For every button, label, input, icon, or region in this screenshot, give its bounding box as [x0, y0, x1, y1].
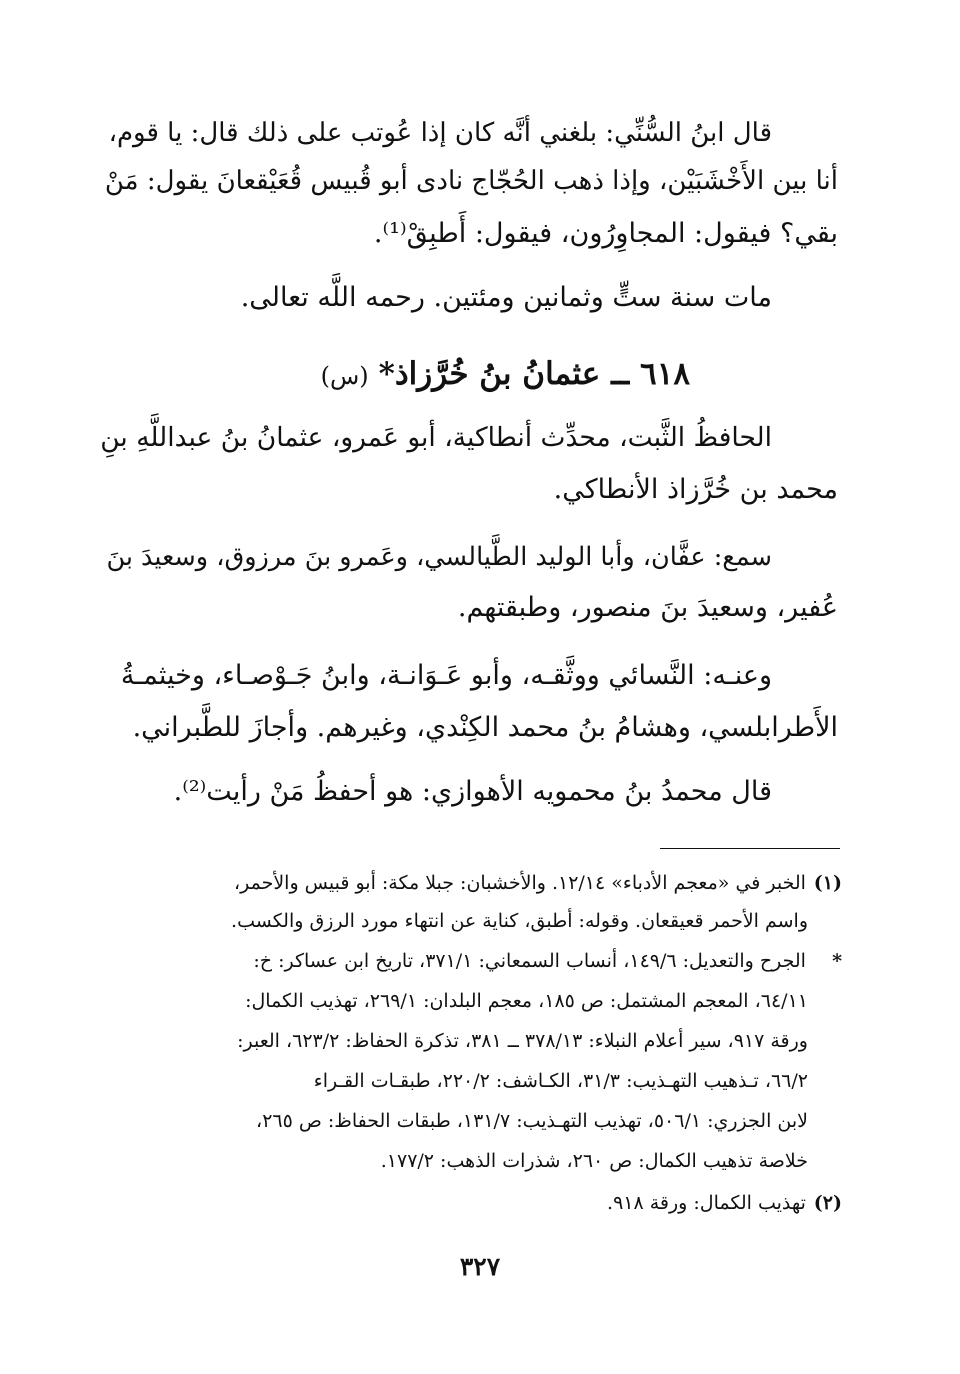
footnote-marker: (١) [813, 872, 842, 894]
footnote-star-line: لابن الجزري: ٥٠٦/١، تهذيب التهـذيب: ١٣١/٧، طبقات الحفاظ: ص ٢٦٥، [256, 1110, 808, 1132]
footnote-star-line: ٦٦/٢، تـذهيب التهـذيب: ٣١/٣، الكـاشف: ٢٢٠/٢، طبقـات القـراء [313, 1070, 808, 1092]
footnote-text: الخبر في «معجم الأدباء» ١٢/١٤. والأخشبان: جبلا مكة: أبو قبيس والأحمر، [233, 872, 806, 894]
body-line: مات سنة ستٍّ وثمانين ومئتين. رحمه اللَّه تعالى. [240, 282, 772, 313]
body-line: قال محمدُ بنُ محمويه الأهوازي: هو أحفظُ مَنْ رأيت⁽²⁾. [173, 776, 772, 807]
footnote-marker: (٢) [813, 1192, 842, 1214]
body-line: أنا بين الأَخْشَبَيْن، وإذا ذهب الحُجّاج نادى أبو قُبيس قُعَيْقعانَ يقول: مَنْ [104, 166, 838, 196]
body-line: محمد بن خُرَّزاذ الأنطاكي. [553, 474, 838, 505]
body-line: بقي؟ فيقول: المجاوِرُون، فيقول: أَطبِقْ⁽¹⁾. [373, 218, 838, 249]
body-line: وعنـه: النَّسائي ووثَّقـه، وأبو عَـوَانـة، وابنُ جَـوْصـاء، وخيثمـةُ [120, 660, 772, 691]
body-line: الأَطرابلسي، وهشامُ بنُ محمد الكِنْدي، وغيرهم. وأجازَ للطَّبراني. [132, 712, 838, 743]
page-number: ٣٢٧ [459, 1252, 501, 1281]
footnote-star-line: خلاصة تذهيب الكمال: ص ٢٦٠، شذرات الذهب: ١٧٧/٢. [380, 1150, 808, 1172]
entry-tag: (س) [320, 362, 369, 390]
footnote-star-line: ورقة ٩١٧، سير أعلام النبلاء: ٣٧٨/١٣ ــ ٣٨١، تذكرة الحفاظ: ٦٢٣/٢، العبر: [237, 1030, 808, 1052]
footnote-1-line [234, 872, 842, 894]
footnote-star-line: ٦٤/١١، المعجم المشتمل: ص ١٨٥، معجم البلدان: ٢٦٩/١، تهذيب الكمال: [245, 990, 808, 1012]
footnote-1-line: واسم الأحمر قعيقعان. وقوله: أطبق، كناية عن انتهاء مورد الرزق والكسب. [231, 910, 808, 932]
footnote-star-line [253, 950, 842, 972]
entry-heading [321, 356, 690, 392]
body-line: الحافظُ الثَّبت، محدِّث أنطاكية، أبو عَمرو، عثمانُ بنُ عبداللَّهِ بنِ [100, 422, 772, 453]
body-line: عُفير، وسعيدَ بنَ منصور، وطبقتهم. [457, 592, 838, 623]
footnote-separator [660, 848, 840, 849]
footnote-text: تهذيب الكمال: ورقة ٩١٨. [607, 1192, 806, 1214]
footnote-2-line [607, 1192, 842, 1214]
footnote-text: الجرح والتعديل: ١٤٩/٦، أنساب السمعاني: ٣٧١/١، تاريخ ابن عساكر: خ: [253, 950, 806, 972]
footnote-marker: * [832, 950, 842, 972]
entry-title: ٦١٨ ــ عثمانُ بنُ خُرَّزاذ* [378, 356, 690, 392]
body-line: سمع: عفَّان، وأبا الوليد الطَّيالسي، وعَمرو بنَ مرزوق، وسعيدَ بنَ [106, 542, 772, 572]
body-line: قال ابنُ السُّنِّي: بلغني أنَّه كان إذا عُوتب على ذلك قال: يا قوم، [108, 118, 772, 148]
